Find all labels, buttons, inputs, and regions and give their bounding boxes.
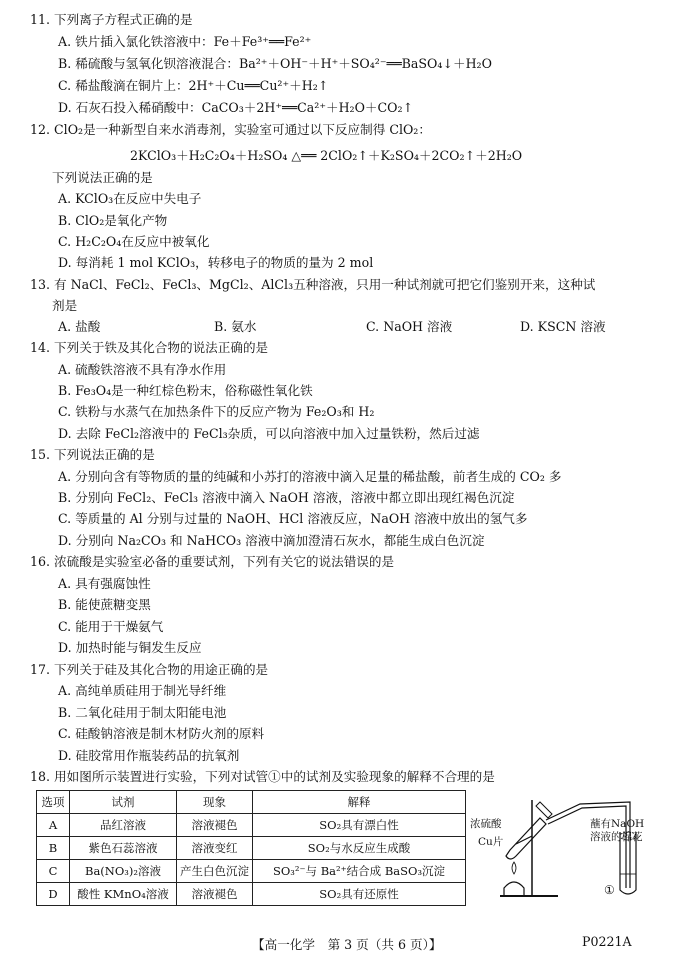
q18-header-option: 选项 (37, 791, 70, 814)
q14-option-a: A. 硫酸铁溶液不具有净水作用 (58, 362, 227, 377)
label-cotton-2: 溶液的棉花 (590, 831, 643, 843)
q16-option-c: C. 能用于干燥氨气 (58, 619, 164, 634)
q12-option-c: C. H₂C₂O₄在反应中被氧化 (58, 234, 210, 249)
q17-option-a: A. 高纯单质硅用于制光导纤维 (58, 683, 227, 698)
q17-option-b: B. 二氧化硅用于制太阳能电池 (58, 705, 227, 720)
q16-option-d: D. 加热时能与铜发生反应 (58, 640, 202, 655)
paper-code: P0221A (582, 934, 632, 949)
apparatus-figure (470, 792, 670, 902)
table-cell: SO₂具有还原性 (253, 883, 466, 906)
label-tube-1: ① (604, 883, 615, 897)
q14-option-d: D. 去除 FeCl₂溶液中的 FeCl₃杂质，可以向溶液中加入过量铁粉，然后过滤 (58, 426, 480, 441)
q16-option-b: B. 能使蔗糖变黑 (58, 597, 151, 612)
q18-header-phenomenon: 现象 (177, 791, 253, 814)
q15-option-c: C. 等质量的 Al 分别与过量的 NaOH、HCl 溶液反应，NaOH 溶液中放出的氢气多 (58, 511, 528, 526)
q12-stem: 12. ClO₂是一种新型自来水消毒剂，实验室可通过以下反应制得 ClO₂： (30, 122, 431, 137)
table-cell: C (37, 860, 70, 883)
page-footer: 【高一化学 第 3 页（共 6 页）】 (252, 937, 442, 952)
q18-header-reagent: 试剂 (70, 791, 177, 814)
q13-option-d: D. KSCN 溶液 (520, 319, 606, 334)
q15-option-a: A. 分别向含有等物质的量的纯碱和小苏打的溶液中滴入足量的稀盐酸，前者生成的 CO₂ 多 (58, 469, 562, 484)
q14-option-b: B. Fe₃O₄是一种红棕色粉末，俗称磁性氧化铁 (58, 383, 313, 398)
q15-option-d: D. 分别向 Na₂CO₃ 和 NaHCO₃ 溶液中滴加澄清石灰水，都能生成白色沉淀 (58, 533, 485, 548)
q13-stem-cont: 剂是 (52, 298, 78, 313)
table-cell: 溶液褪色 (177, 814, 253, 837)
q14-option-c: C. 铁粉与水蒸气在加热条件下的反应产物为 Fe₂O₃和 H₂ (58, 404, 375, 419)
q13-option-b: B. 氨水 (214, 319, 257, 334)
q16-stem: 16. 浓硫酸是实验室必备的重要试剂，下列有关它的说法错误的是 (30, 554, 395, 569)
q15-stem: 15. 下列说法正确的是 (30, 447, 155, 462)
label-cu-sheet: Cu片 (478, 836, 504, 848)
table-cell: SO₂具有漂白性 (253, 814, 466, 837)
q12-option-a: A. KClO₃在反应中失电子 (58, 191, 202, 206)
table-cell: 品红溶液 (70, 814, 177, 837)
q15-option-b: B. 分别向 FeCl₂、FeCl₃ 溶液中滴入 NaOH 溶液，溶液中都立即出现红褐色沉淀 (58, 490, 515, 505)
q14-stem: 14. 下列关于铁及其化合物的说法正确的是 (30, 340, 269, 355)
table-row (37, 837, 466, 860)
q12-option-d: D. 每消耗 1 mol KClO₃，转移电子的物质的量为 2 mol (58, 255, 374, 270)
table-cell: B (37, 837, 70, 860)
q18-header-explanation: 解释 (253, 791, 466, 814)
q11-option-b: B. 稀硫酸与氢氧化钡溶液混合：Ba²⁺＋OH⁻＋H⁺＋SO₄²⁻══BaSO₄↓＋H₂O (58, 56, 492, 71)
table-row (37, 860, 466, 883)
q18-table (36, 790, 466, 906)
table-row (37, 814, 466, 837)
table-row (37, 883, 466, 906)
q11-option-d: D. 石灰石投入稀硝酸中：CaCO₃＋2H⁺══Ca²⁺＋H₂O＋CO₂↑ (58, 100, 414, 115)
q18-stem: 18. 用如图所示装置进行实验，下列对试管①中的试剂及实验现象的解释不合理的是 (30, 769, 495, 784)
table-cell: 酸性 KMnO₄溶液 (70, 883, 177, 906)
q11-option-c: C. 稀盐酸滴在铜片上：2H⁺＋Cu══Cu²⁺＋H₂↑ (58, 78, 329, 93)
table-cell: D (37, 883, 70, 906)
q12-option-b: B. ClO₂是氧化产物 (58, 213, 168, 228)
q12-sub: 下列说法正确的是 (52, 170, 153, 185)
q12-equation: 2KClO₃＋H₂C₂O₄＋H₂SO₄ △══ 2ClO₂↑＋K₂SO₄＋2CO₂↑＋2H₂O (130, 148, 523, 163)
label-cotton-1: 蘸有NaOH (590, 818, 645, 830)
table-cell: SO₂与水反应生成酸 (253, 837, 466, 860)
table-cell: 紫色石蕊溶液 (70, 837, 177, 860)
table-cell: Ba(NO₃)₂溶液 (70, 860, 177, 883)
q17-stem: 17. 下列关于硅及其化合物的用途正确的是 (30, 662, 269, 677)
q13-option-a: A. 盐酸 (58, 319, 101, 334)
table-cell: A (37, 814, 70, 837)
q17-option-c: C. 硅酸钠溶液是制木材防火剂的原料 (58, 726, 265, 741)
table-cell: 溶液变红 (177, 837, 253, 860)
q11-option-a: A. 铁片插入氯化铁溶液中：Fe＋Fe³⁺══Fe²⁺ (58, 34, 312, 49)
q13-stem: 13. 有 NaCl、FeCl₂、FeCl₃、MgCl₂、AlCl₃五种溶液，只用一种试剂就可把它们鉴别开来，这种试 (30, 277, 596, 292)
q11-stem: 11. 下列离子方程式正确的是 (30, 12, 193, 27)
table-cell: 溶液褪色 (177, 883, 253, 906)
table-cell: SO₃²⁻与 Ba²⁺结合成 BaSO₃沉淀 (253, 860, 466, 883)
q17-option-d: D. 硅胶常用作瓶装药品的抗氧剂 (58, 748, 240, 763)
label-conc-sulfuric-acid: 浓硫酸 (470, 818, 502, 830)
q13-option-c: C. NaOH 溶液 (366, 319, 453, 334)
q16-option-a: A. 具有强腐蚀性 (58, 576, 151, 591)
q18-table-header-row (37, 791, 466, 814)
table-cell: 产生白色沉淀 (177, 860, 253, 883)
